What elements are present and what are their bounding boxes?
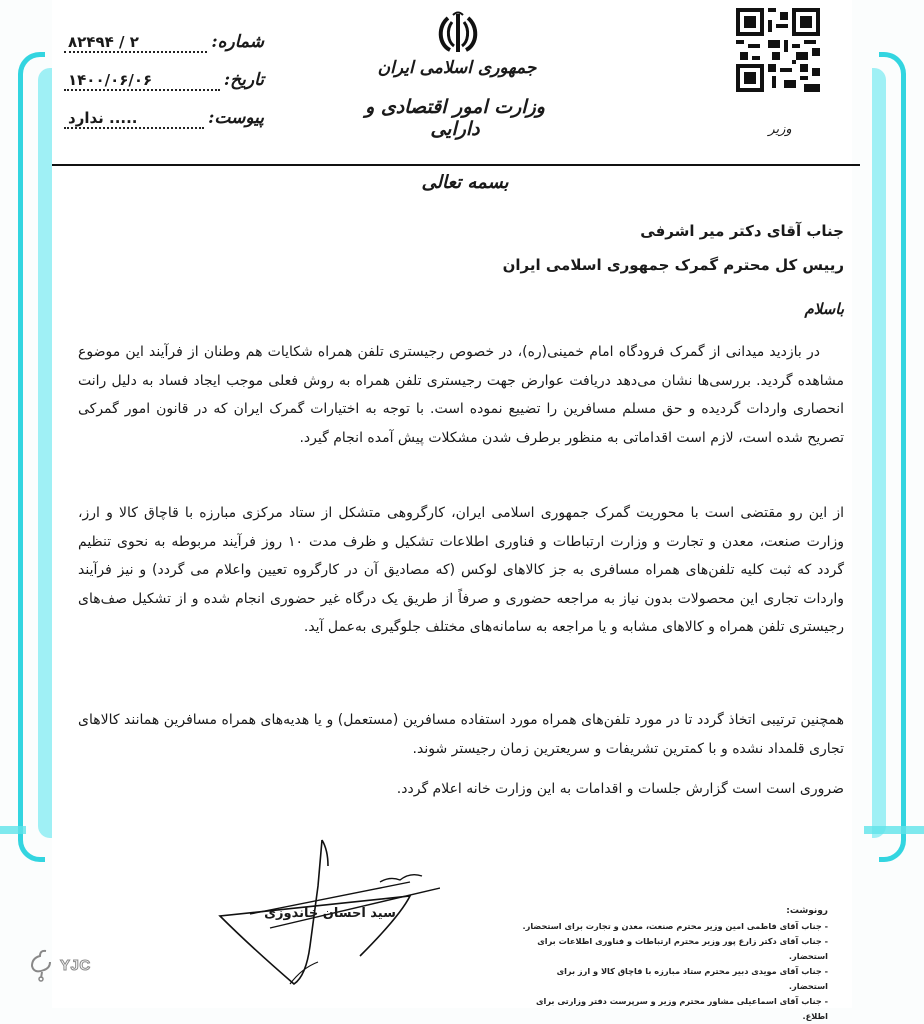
letter-number-label: شماره: <box>211 32 264 52</box>
cc-item: - جناب آقای دکتر زارع پور وزیر محترم ارتباطات و فناوری اطلاعات برای استحضار. <box>537 936 828 961</box>
header-country: جمهوری اسلامی ایران <box>377 58 537 78</box>
signer-name: سید احسان خاندوزی <box>264 906 396 921</box>
decorative-frame-tab-right <box>864 826 924 834</box>
letter-meta <box>64 32 264 146</box>
cc-list <box>520 904 828 1024</box>
body-paragraph-1: در بازدید میدانی از گمرک فرودگاه امام خمینی(ره)، در خصوص رجیستری تلفن همراه شکایات هم وطنان از فرآیند این موضوع مشاهده گردید. بررسی‌ها نشان می‌دهد دریافت عوارض جهت رجیستری تلفن همراه به روش فعلی موجب ایجاد فساد به دلیل رانت انحصاری واردات گردیده و حق مسلم مسافرین را تضییع نموده است. با توجه به اختیارات گمرک ایران که در قانون امور گمرکی تصریح شده است، لازم است اقداماتی به منظور برطرف شدن مشکلات پیش آمده انجام گیرد. <box>78 344 844 446</box>
salutation: باسلام <box>804 300 844 318</box>
cc-item: - جناب آقای اسماعیلی مشاور محترم وزیر و سرپرست دفتر وزارتی برای اطلاع. <box>536 996 828 1021</box>
cc-title: رونوشت: <box>786 906 828 916</box>
letter-date-value: ۱۴۰۰/۰۶/۰۶ <box>64 71 220 91</box>
body-paragraph-2: از این رو مقتضی است با محوریت گمرک جمهوری اسلامی ایران، کارگروهی متشکل از ستاد مرکزی مبارزه با قاچاق کالا و ارز، وزارت صنعت، معدن و تجارت و وزارت ارتباطات و فناوری اطلاعات تشکیل و ظرف مدت ۱۰ روز فرآیند مربوطه به نحوی تنظیم گردد که ثبت کلیه تلفن‌های همراه مسافری به جز کالاهای لوکس (که مصادیق آن در کارگروه تعیین واعلام می گردد) و نیز فرآیند واردات تجاری این محصولات بدون نیاز به مراجعه حضوری و صرفاً از طریق یک درگاه غیر حضوری انجام شده و از تشکیل صف‌های رجیستری تلفن همراه و کالاهای مشابه و یا مراجعه به سامانه‌های مختلف جلوگیری به‌عمل آید. <box>78 505 844 635</box>
iran-emblem-icon <box>436 10 480 56</box>
letter-number-value: ۲ / ۸۲۴۹۴ <box>64 33 207 53</box>
header-divider <box>52 164 860 166</box>
yjc-watermark-text: YJC <box>60 956 91 974</box>
cc-item: - جناب آقای فاطمی امین وزیر محترم صنعت، معدن و تجارت برای استحضار. <box>522 921 828 931</box>
body-paragraph-4: ضروری است است گزارش جلسات و اقدامات به این وزارت خانه اعلام گردد. <box>396 781 844 797</box>
recipient-name: جناب آقای دکتر میر اشرفی <box>640 222 844 240</box>
header-ministry: وزارت امور اقتصادی و دارایی <box>365 96 545 140</box>
decorative-frame-left-inner <box>38 68 52 838</box>
recipient-title: رییس کل محترم گمرک جمهوری اسلامی ایران <box>502 256 844 274</box>
yjc-logo-icon <box>28 948 54 982</box>
decorative-frame-tab-left <box>0 826 26 834</box>
basmala: بسمه تعالی <box>421 172 509 193</box>
letter-number-row <box>64 32 264 70</box>
letter-attachment-label: پیوست: <box>208 108 264 128</box>
letter-attachment-value: ..... ندارد <box>64 109 204 129</box>
qr-code-icon <box>736 8 820 92</box>
recipient-block <box>400 214 844 282</box>
sender-role: وزیر <box>768 122 792 137</box>
letter-date-row <box>64 70 264 108</box>
decorative-frame-right-inner <box>872 68 886 838</box>
cc-item: - جناب آقای مویدی دبیر محترم ستاد مبارزه با قاچاق کالا و ارز برای استحضار. <box>556 966 828 991</box>
letter-attachment-row <box>64 108 264 146</box>
yjc-watermark <box>28 948 91 982</box>
body-paragraph-3: همچنین ترتیبی اتخاذ گردد تا در مورد تلفن‌های همراه مورد استفاده مسافرین (مستعمل) و یا هدیه‌های همراه مسافرین همانند کالاهای تجاری قلمداد نشده و با کمترین تشریفات و سریعترین زمان رجیستر شوند. <box>78 712 844 757</box>
letter-date-label: تاریخ: <box>223 70 264 90</box>
